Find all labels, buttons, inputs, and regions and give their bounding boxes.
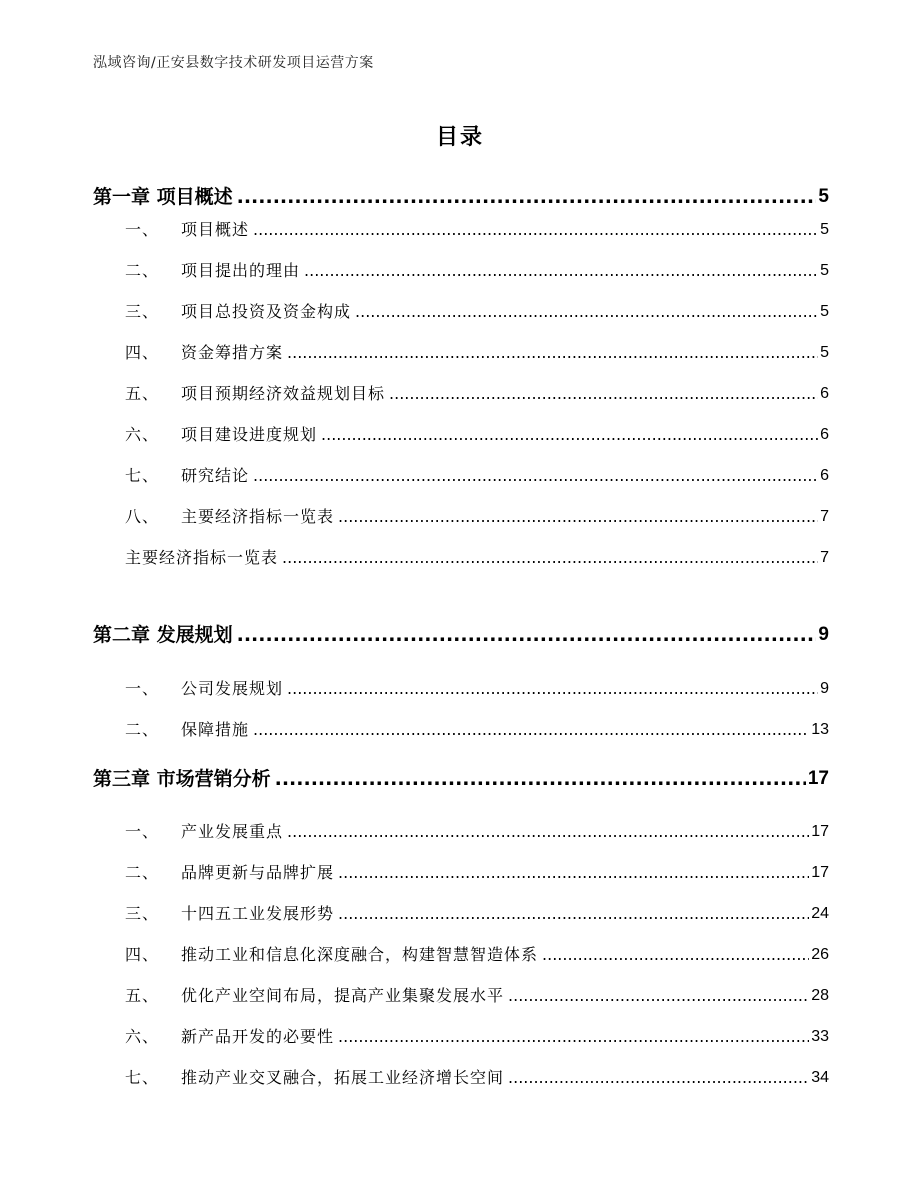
toc-page-number: 7 xyxy=(820,549,829,566)
toc-section[interactable] xyxy=(125,341,829,365)
toc-section-label: 三、 十四五工业发展形势 xyxy=(125,904,335,923)
toc-section-label: 一、 项目概述 xyxy=(125,220,250,239)
toc-page-number: 26 xyxy=(811,946,829,963)
toc-section[interactable] xyxy=(125,382,829,406)
toc-page-number: 24 xyxy=(811,905,829,922)
toc-chapter-1[interactable] xyxy=(93,184,829,210)
toc-section-label: 七、 推动产业交叉融合，拓展工业经济增长空间 xyxy=(125,1068,505,1087)
toc-leader-dots xyxy=(338,505,818,529)
toc-chapter-label: 第二章 发展规划 xyxy=(93,624,233,646)
toc-page-number: 17 xyxy=(807,768,829,789)
toc-section[interactable] xyxy=(125,718,829,742)
toc-leader-dots xyxy=(304,259,818,283)
toc-section-label: 二、 保障措施 xyxy=(125,720,250,739)
toc-section[interactable] xyxy=(125,546,829,570)
toc-page-number: 17 xyxy=(811,823,829,840)
toc-page-number: 5 xyxy=(820,221,829,238)
toc-leader-dots xyxy=(338,861,809,885)
toc-chapter-label: 第一章 项目概述 xyxy=(93,186,233,208)
toc-section-label: 一、 公司发展规划 xyxy=(125,679,284,698)
toc-section-label: 五、 项目预期经济效益规划目标 xyxy=(125,384,386,403)
toc-section-label: 三、 项目总投资及资金构成 xyxy=(125,302,352,321)
toc-title: 目录 xyxy=(435,125,484,150)
toc-section-label: 四、 资金筹措方案 xyxy=(125,343,284,362)
toc-section[interactable] xyxy=(125,677,829,701)
toc-page-number: 6 xyxy=(820,426,829,443)
toc-section-label: 五、 优化产业空间布局，提高产业集聚发展水平 xyxy=(125,986,505,1005)
toc-section-label: 二、 项目提出的理由 xyxy=(125,261,301,280)
toc-section[interactable] xyxy=(125,861,829,885)
page-header: 泓域咨询/正安县数字技术研发项目运营方案 xyxy=(93,55,374,71)
toc-section[interactable] xyxy=(125,259,829,283)
toc-section-label: 四、 推动工业和信息化深度融合，构建智慧智造体系 xyxy=(125,945,539,964)
toc-leader-dots xyxy=(542,943,809,967)
toc-leader-dots xyxy=(338,1025,809,1049)
toc-page-number: 5 xyxy=(820,262,829,279)
toc-leader-dots xyxy=(508,984,809,1008)
toc-page-number: 28 xyxy=(811,987,829,1004)
toc-leader-dots xyxy=(321,423,818,447)
toc-page-number: 9 xyxy=(820,680,829,697)
toc-section[interactable] xyxy=(125,943,829,967)
toc-leader-dots xyxy=(338,902,809,926)
toc-section[interactable] xyxy=(125,820,829,844)
toc-section[interactable] xyxy=(125,1066,829,1090)
toc-chapter-label: 第三章 市场营销分析 xyxy=(93,768,271,790)
toc-section-label: 主要经济指标一览表 xyxy=(125,548,279,567)
toc-page-number: 33 xyxy=(811,1028,829,1045)
toc-page-number: 34 xyxy=(811,1069,829,1086)
toc-leader-dots xyxy=(508,1066,809,1090)
toc-leader-dots xyxy=(282,546,818,570)
toc-section-label: 二、 品牌更新与品牌扩展 xyxy=(125,863,335,882)
toc-leader-dots xyxy=(287,820,809,844)
toc-section[interactable] xyxy=(125,423,829,447)
toc-section-label: 六、 项目建设进度规划 xyxy=(125,425,318,444)
toc-leader-dots xyxy=(389,382,818,406)
toc-page-number: 5 xyxy=(820,344,829,361)
toc-leader-dots xyxy=(355,300,818,324)
toc-section[interactable] xyxy=(125,464,829,488)
toc-section[interactable] xyxy=(125,218,829,242)
toc-leader-dots xyxy=(253,718,809,742)
toc-page-number: 6 xyxy=(820,467,829,484)
toc-leader-dots xyxy=(287,341,818,365)
toc-leader-dots xyxy=(253,464,818,488)
toc-section[interactable] xyxy=(125,300,829,324)
toc-section-label: 六、 新产品开发的必要性 xyxy=(125,1027,335,1046)
toc-chapter-3[interactable] xyxy=(93,766,829,792)
toc-page-number: 6 xyxy=(820,385,829,402)
toc-section-label: 一、 产业发展重点 xyxy=(125,822,284,841)
toc-leader-dots xyxy=(253,218,818,242)
toc-section-label: 七、 研究结论 xyxy=(125,466,250,485)
toc-section[interactable] xyxy=(125,1025,829,1049)
toc-page-number: 7 xyxy=(820,508,829,525)
toc-page-number: 13 xyxy=(811,721,829,738)
toc-section[interactable] xyxy=(125,984,829,1008)
toc-leader-dots xyxy=(287,677,818,701)
toc-section[interactable] xyxy=(125,902,829,926)
toc-page-number: 5 xyxy=(818,186,829,207)
toc-section[interactable] xyxy=(125,505,829,529)
toc-page-number: 17 xyxy=(811,864,829,881)
toc-chapter-2[interactable] xyxy=(93,622,829,648)
toc-leader-dots xyxy=(237,184,817,210)
toc-leader-dots xyxy=(275,766,806,792)
toc-page-number: 5 xyxy=(820,303,829,320)
toc-page-number: 9 xyxy=(818,624,829,645)
toc-leader-dots xyxy=(237,622,817,648)
toc-section-label: 八、 主要经济指标一览表 xyxy=(125,507,335,526)
